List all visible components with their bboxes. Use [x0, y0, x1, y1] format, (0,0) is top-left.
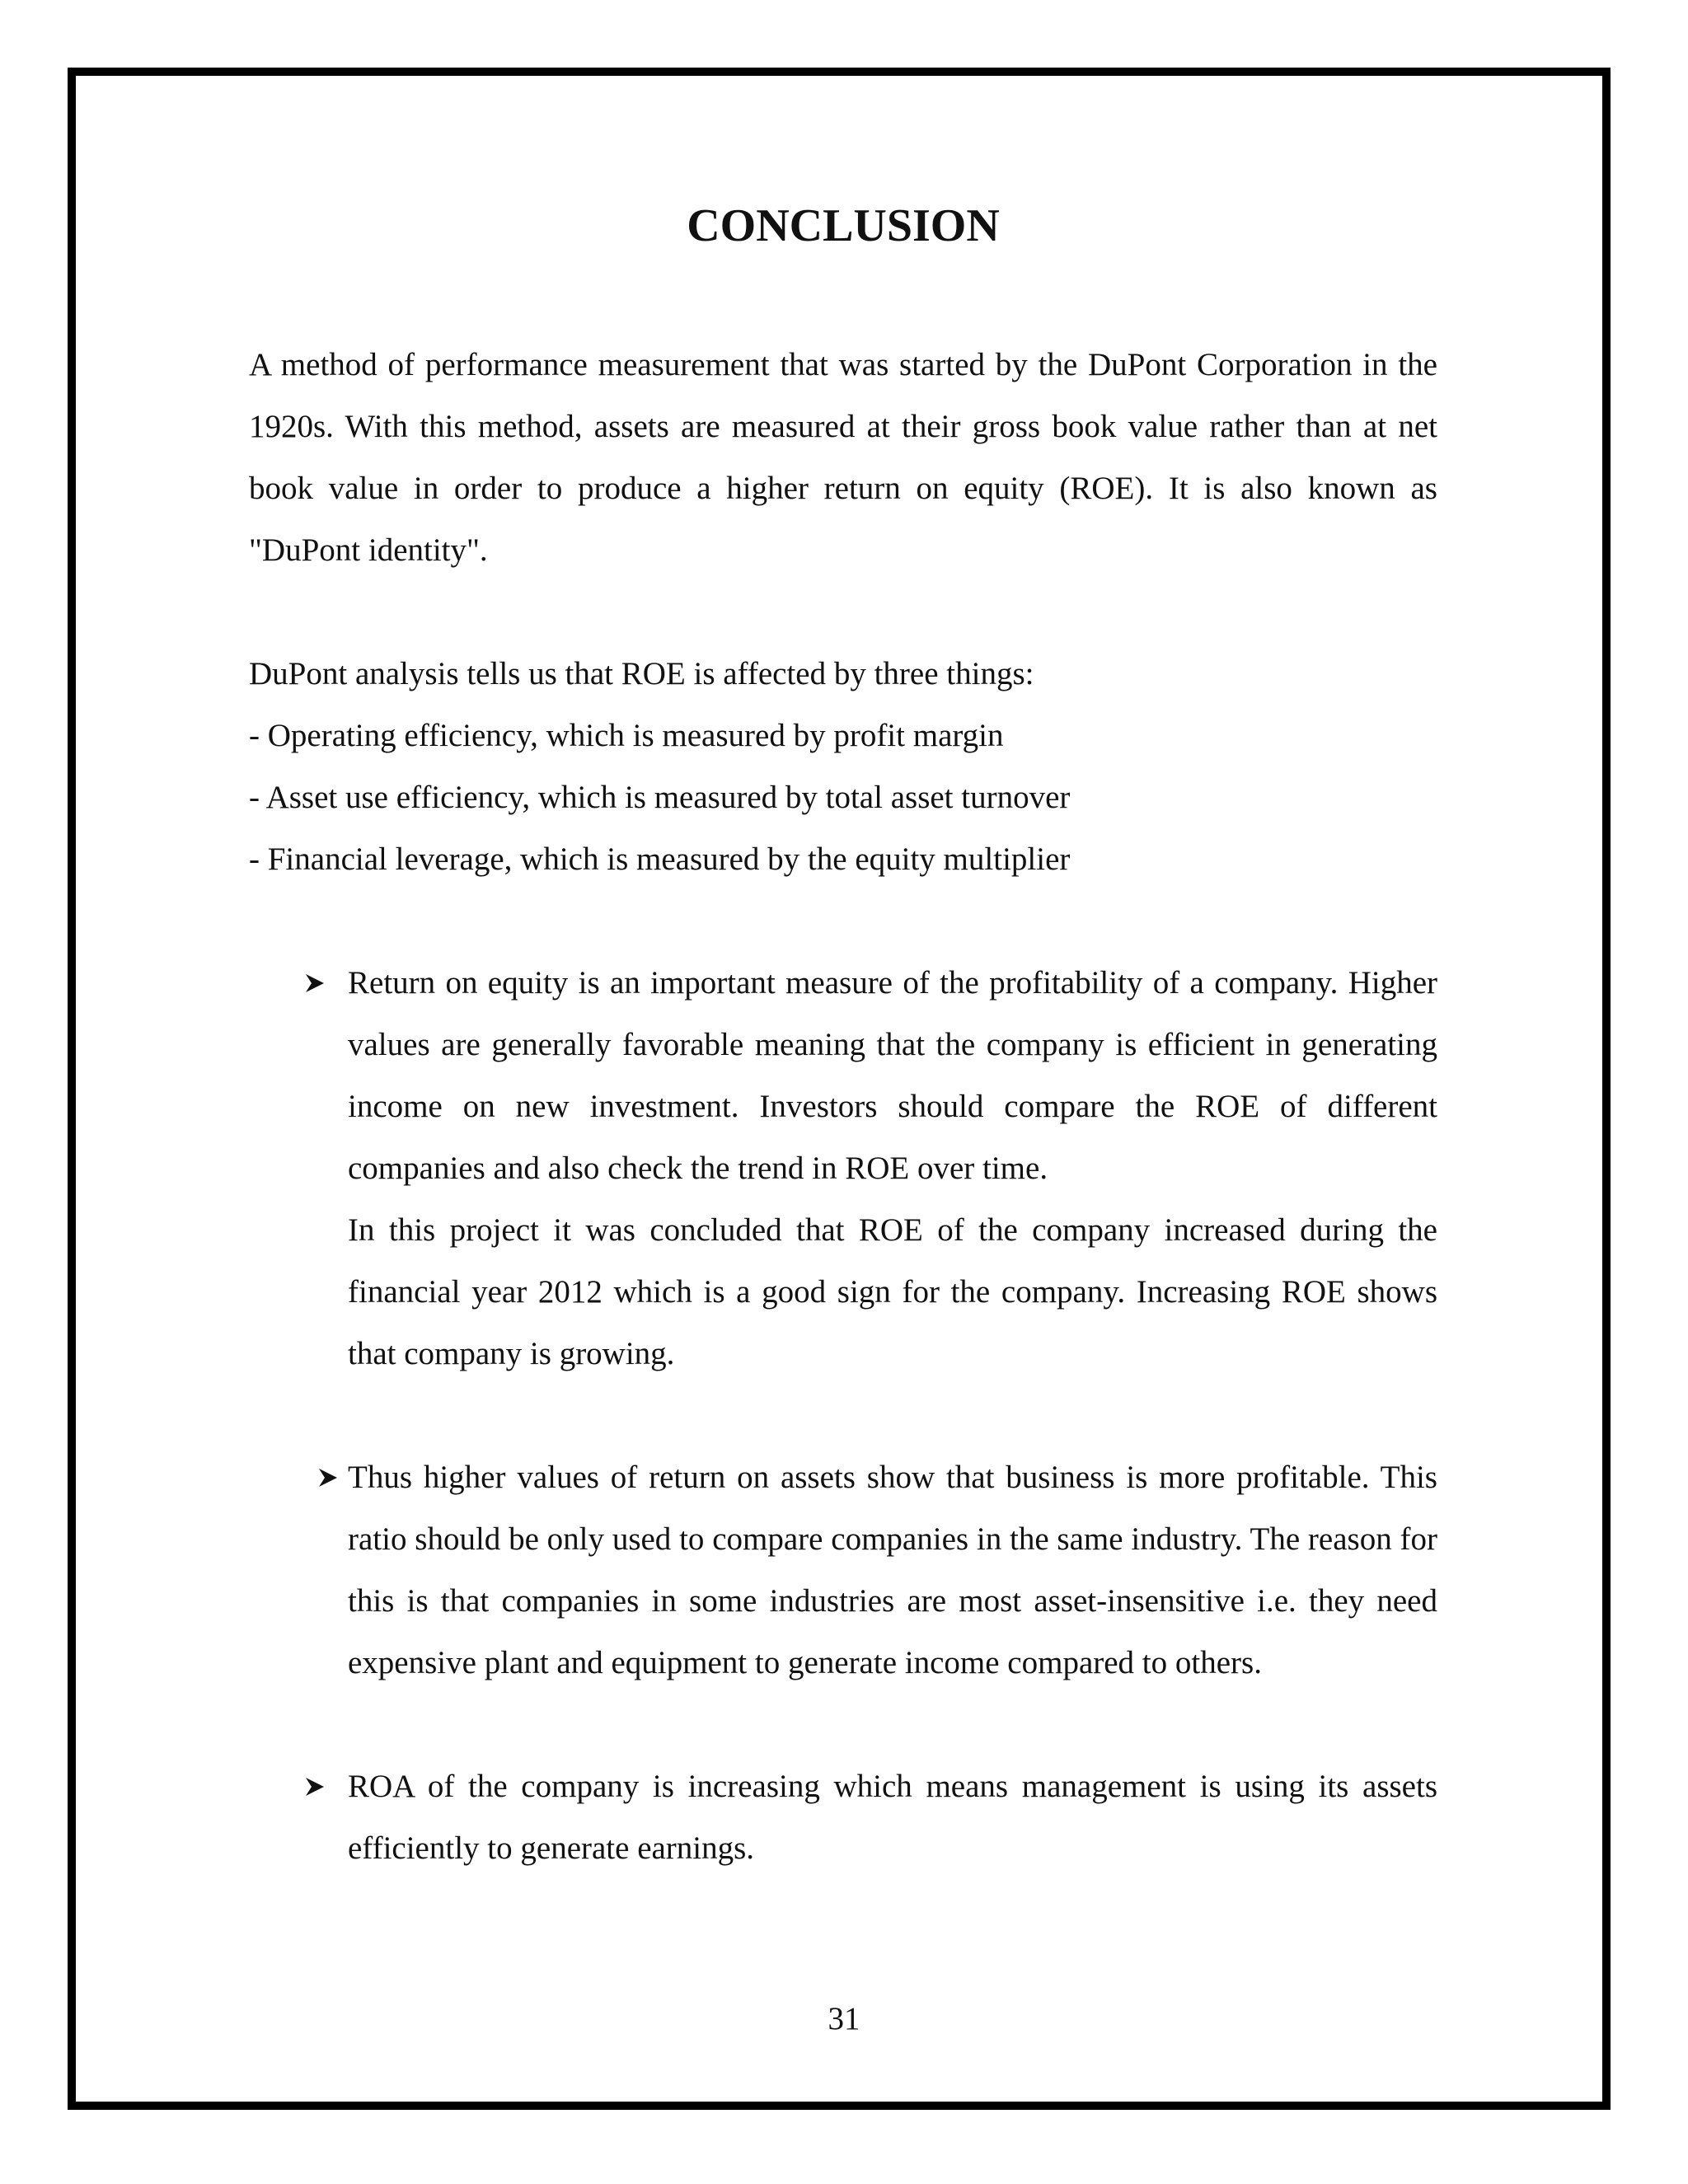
- arrowhead-bullet-icon: [298, 952, 331, 1014]
- bullet-roe-text: Return on equity is an important measure of the profitability of a company. Higher values are generally favorable meaning that the company is efficient in generating income on new investment. Investors should compare the ROE of different companies and also check the trend in ROE over time.: [348, 965, 1437, 1186]
- bullet-roe-continuation: In this project it was concluded that ROE of the company increased during the financial year 2012 which is a good sign for the company. Increasing ROE shows that company is growing.: [348, 1212, 1437, 1371]
- page-number: 31: [828, 2001, 860, 2036]
- arrowhead-bullet-icon: [312, 1446, 345, 1508]
- factor-item: - Asset use efficiency, which is measured by total asset turnover: [249, 780, 1071, 815]
- page-title: CONCLUSION: [687, 200, 1000, 251]
- bullet-roa-increasing: ROA of the company is increasing which means management is using its assets efficiently to generate earnings.: [348, 1769, 1437, 1866]
- factors-lead: DuPont analysis tells us that ROE is affected by three things:: [249, 656, 1034, 691]
- bullet-roe: [348, 952, 1437, 1385]
- arrowhead-bullet-icon: [298, 1755, 331, 1817]
- factor-item: - Operating efficiency, which is measured by profit margin: [249, 718, 1004, 753]
- factor-item: - Financial leverage, which is measured by the equity multiplier: [249, 841, 1071, 877]
- bullet-roa-values: Thus higher values of return on assets show that business is more profitable. This ratio should be only used to compare companies in the same industry. The reason for this is that companies in some industries are most asset-insensitive i.e. they need expensive plant and equipment to generate income compared to others.: [348, 1460, 1437, 1680]
- intro-paragraph: A method of performance measurement that was started by the DuPont Corporation in the 1920s. With this method, assets are measured at their gross book value rather than at net book value in order to produce a higher return on equity (ROE). It is also known as "DuPont identity".: [249, 347, 1437, 568]
